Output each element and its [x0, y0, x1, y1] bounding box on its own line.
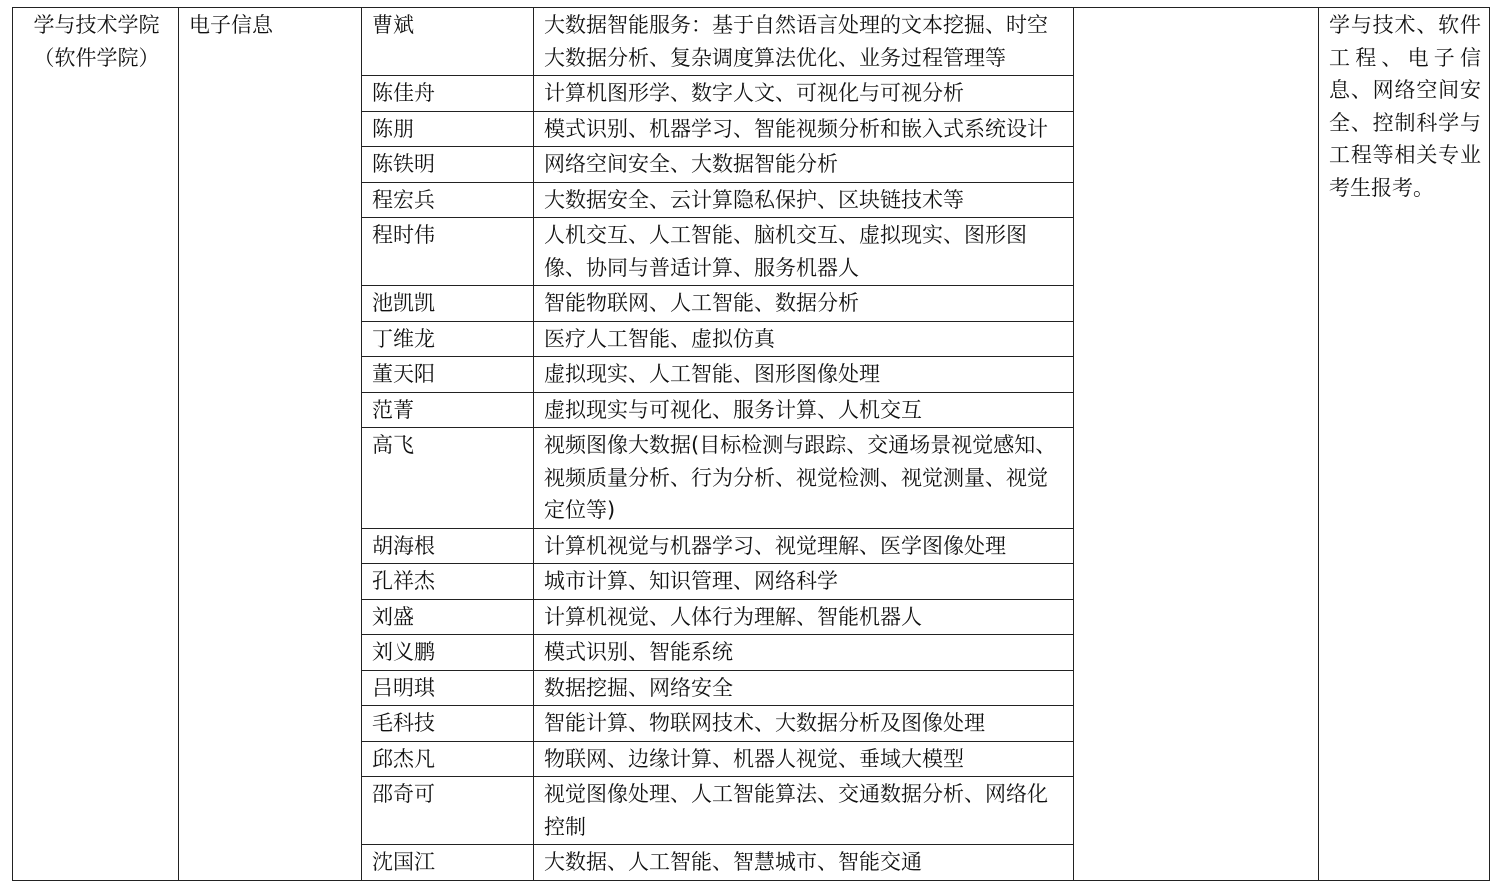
research-direction-cell: 人机交互、人工智能、脑机交互、虚拟现实、图形图像、协同与普适计算、服务机器人 — [534, 218, 1074, 286]
advisor-name-cell: 邱杰凡 — [362, 741, 534, 777]
research-direction-cell: 虚拟现实与可视化、服务计算、人机交互 — [534, 392, 1074, 428]
advisor-name-cell: 高飞 — [362, 428, 534, 529]
advisor-name-cell: 曹斌 — [362, 8, 534, 76]
advisor-name-cell: 孔祥杰 — [362, 564, 534, 600]
research-direction-cell: 智能计算、物联网技术、大数据分析及图像处理 — [534, 706, 1074, 742]
research-direction-cell: 计算机视觉与机器学习、视觉理解、医学图像处理 — [534, 528, 1074, 564]
research-direction-cell: 虚拟现实、人工智能、图形图像处理 — [534, 357, 1074, 393]
advisor-name-cell: 胡海根 — [362, 528, 534, 564]
advisor-table — [12, 7, 1490, 881]
advisor-name-cell: 池凯凯 — [362, 286, 534, 322]
research-direction-cell: 智能物联网、人工智能、数据分析 — [534, 286, 1074, 322]
research-direction-cell: 网络空间安全、大数据智能分析 — [534, 147, 1074, 183]
program-cell: 电子信息 — [179, 8, 362, 881]
advisor-name-cell: 陈铁明 — [362, 147, 534, 183]
advisor-name-cell: 毛科技 — [362, 706, 534, 742]
advisor-name-cell: 陈朋 — [362, 111, 534, 147]
advisor-name-cell: 范菁 — [362, 392, 534, 428]
research-direction-cell: 大数据智能服务：基于自然语言处理的文本挖掘、时空大数据分析、复杂调度算法优化、业务过程管理等 — [534, 8, 1074, 76]
advisor-name-cell: 刘盛 — [362, 599, 534, 635]
research-direction-cell: 计算机视觉、人体行为理解、智能机器人 — [534, 599, 1074, 635]
research-direction-cell: 城市计算、知识管理、网络科学 — [534, 564, 1074, 600]
advisor-name-cell: 程时伟 — [362, 218, 534, 286]
table-row — [13, 8, 1490, 76]
research-direction-cell: 物联网、边缘计算、机器人视觉、垂域大模型 — [534, 741, 1074, 777]
advisor-name-cell: 吕明琪 — [362, 670, 534, 706]
advisor-name-cell: 刘义鹏 — [362, 635, 534, 671]
advisor-name-cell: 董天阳 — [362, 357, 534, 393]
research-direction-cell: 模式识别、机器学习、智能视频分析和嵌入式系统设计 — [534, 111, 1074, 147]
extra-cell — [1074, 8, 1319, 881]
research-direction-cell: 视觉图像处理、人工智能算法、交通数据分析、网络化控制 — [534, 777, 1074, 845]
research-direction-cell: 视频图像大数据(目标检测与跟踪、交通场景视觉感知、视频质量分析、行为分析、视觉检测、视觉测量、视觉定位等) — [534, 428, 1074, 529]
research-direction-cell: 模式识别、智能系统 — [534, 635, 1074, 671]
advisor-table-body — [13, 8, 1490, 881]
advisor-name-cell: 陈佳舟 — [362, 76, 534, 112]
advisor-name-cell: 丁维龙 — [362, 321, 534, 357]
research-direction-cell: 大数据安全、云计算隐私保护、区块链技术等 — [534, 182, 1074, 218]
research-direction-cell: 大数据、人工智能、智慧城市、智能交通 — [534, 845, 1074, 881]
research-direction-cell: 计算机图形学、数字人文、可视化与可视分析 — [534, 76, 1074, 112]
advisor-name-cell: 邵奇可 — [362, 777, 534, 845]
college-cell: 学与技术学院（软件学院） — [13, 8, 179, 881]
advisor-name-cell: 程宏兵 — [362, 182, 534, 218]
notes-cell: 学与技术、软件工程、电子信息、网络空间安全、控制科学与工程等相关专业考生报考。 — [1319, 8, 1490, 881]
research-direction-cell: 数据挖掘、网络安全 — [534, 670, 1074, 706]
research-direction-cell: 医疗人工智能、虚拟仿真 — [534, 321, 1074, 357]
advisor-name-cell: 沈国江 — [362, 845, 534, 881]
